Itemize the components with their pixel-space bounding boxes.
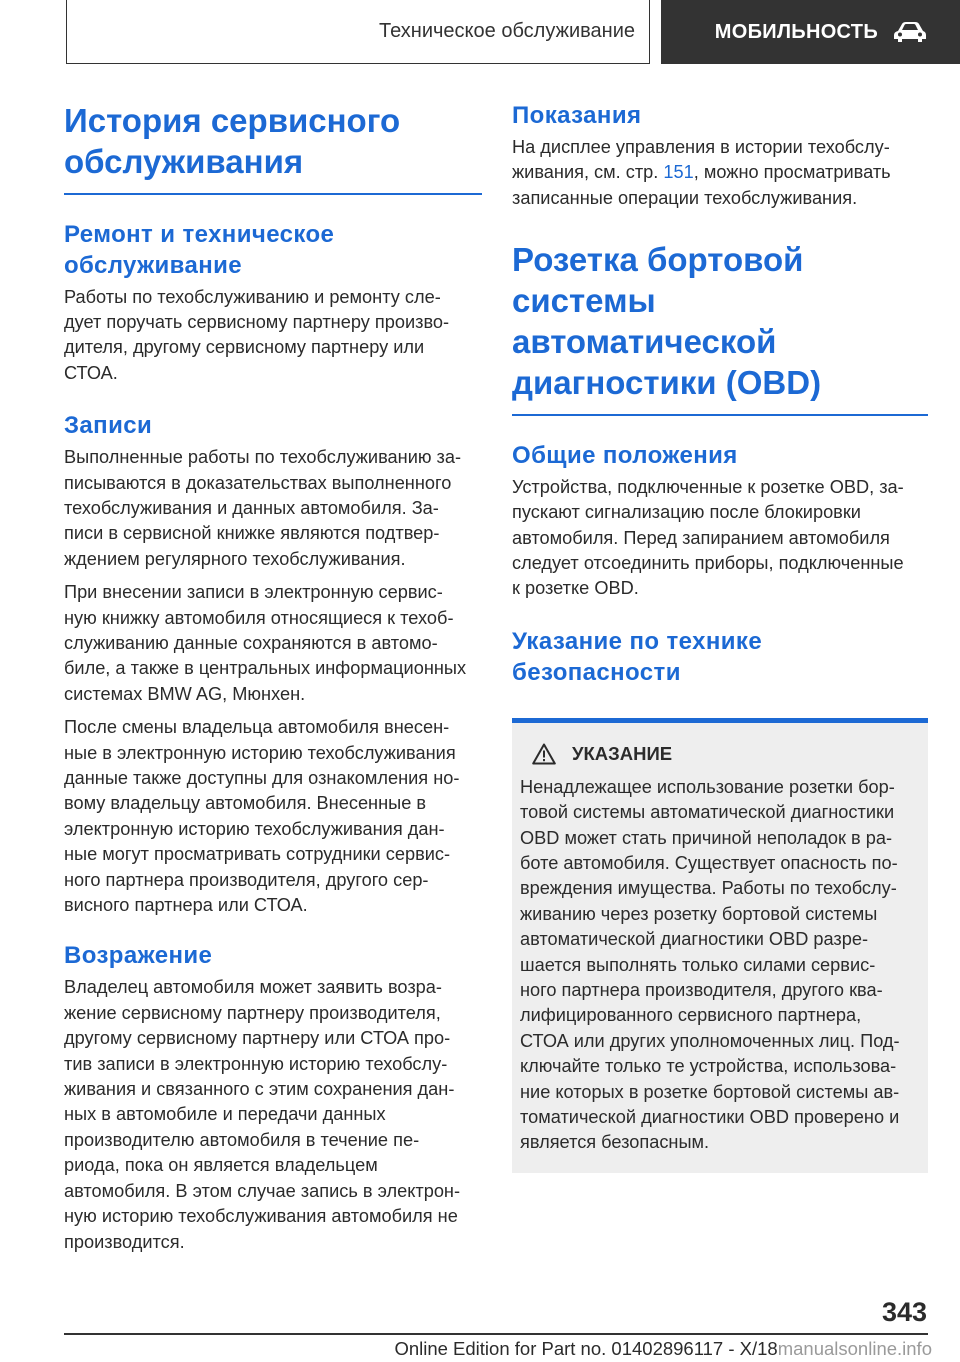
warning-title: УКАЗАНИЕ — [520, 743, 920, 765]
warning-text: Ненадлежащее использование розетки бор- товой системы автоматической диагностики OBD может стать причиной неполадок в ра- боте автомобиля. Существует опасность по- вреждения имущества. Работы по техобслу- живанию через розетку бортовой системы автоматической диагностики OBD разре- шается выполнять только силами сервис- ного партнера производителя, другого ква- лифицированного сервисного партнера, СТОА или других уполномоченных лиц. Под- ключайте только те устройства, использова- ние которых в розетке бортовой системы ав- томатической диагностики OBD проверено и является безопасным. — [520, 776, 900, 1153]
section-title-service-history: История сервисного обслуживания — [64, 102, 401, 180]
header-section-title — [66, 0, 650, 64]
footer-edition — [0, 1338, 932, 1360]
heading-objection: Возражение — [64, 942, 213, 970]
warning-box — [512, 718, 928, 1173]
heading-repair-maintenance: Ремонт и техническое обслуживание — [64, 220, 335, 279]
edition-text: Online Edition for Part no. 01402896117 - X/18 — [394, 1338, 778, 1359]
heading-general: Общие положения — [512, 441, 738, 469]
paragraph-records-2: При внесении записи в электронную сервис- ную книжку автомобиля относящиеся к техоб- служиванию данные сохраняются в автомо- биле, а также в центральных информационных системах BMW AG, Мюнхен. — [64, 582, 467, 704]
page-number: 343 — [881, 1297, 927, 1327]
heading-records: Записи — [64, 412, 153, 440]
paragraph-records-1: Выполненные работы по техобслуживанию за- писываются в доказательствах выполненного техобслуживания и данных автомобиля. За- писи в сервисной книжке являются подтвер- ждением регулярного техобслуживания. — [64, 447, 462, 569]
footer-divider — [64, 1333, 928, 1335]
paragraph-objection: Владелец автомобиля может заявить возра- жение сервисному партнеру производителя, другому сервисному партнеру или СТОА про- тив записи в электронную историю техобслу- живания и связанного с этим сохранения дан- ных в автомобиле и передачи данных производителю автомобиля в течение пе- риода, пока он является владельцем автомобиля. В этом случае запись в электрон- ную историю техобслуживания автомобиля не производится. — [64, 977, 461, 1252]
header-chapter-tab[interactable] — [661, 0, 960, 64]
title-divider — [64, 193, 482, 195]
heading-safety: Указание по технике безопасности — [512, 627, 763, 686]
left-column — [64, 100, 482, 1255]
watermark-text: manualsonline.info — [777, 1338, 932, 1359]
page-link-151[interactable]: 151 — [663, 162, 694, 183]
right-column — [512, 100, 928, 1173]
title-divider — [512, 414, 928, 416]
paragraph-repair: Работы по техобслуживанию и ремонту сле- дует поручать сервисному партнеру произво- дителя, другому сервисному партнеру или СТОА. — [64, 286, 450, 383]
heading-readings: Показания — [512, 102, 642, 129]
header-chapter-label: МОБИЛЬНОСТЬ — [714, 20, 878, 43]
car-icon — [892, 20, 928, 44]
paragraph-readings: На дисплее управления в истории техобслу- живания, см. стр. 151, можно просматривать записанные операции техобслуживания. — [512, 137, 891, 208]
warning-triangle-icon — [532, 743, 556, 765]
section-title-obd: Розетка бортовой системы автоматической диагностики (OBD) — [512, 241, 822, 402]
header-section-label: Техническое обслуживание — [379, 20, 635, 42]
paragraph-general: Устройства, подключенные к розетке OBD, за- пускают сигнализацию после блокировки автомобиля. Перед запиранием автомобиля следует отсоединить приборы, подключенные к розетке OBD. — [512, 476, 904, 599]
paragraph-records-3: После смены владельца автомобиля внесен- ные в электронную историю техобслуживания данные также доступны для ознакомления но- вому владельцу автомобиля. Внесенные в электронную историю техобслуживания дан- ные могут просматривать сотрудники сервис- ного партнера производителя, другого сер- висного партнера или СТОА. — [64, 717, 460, 916]
